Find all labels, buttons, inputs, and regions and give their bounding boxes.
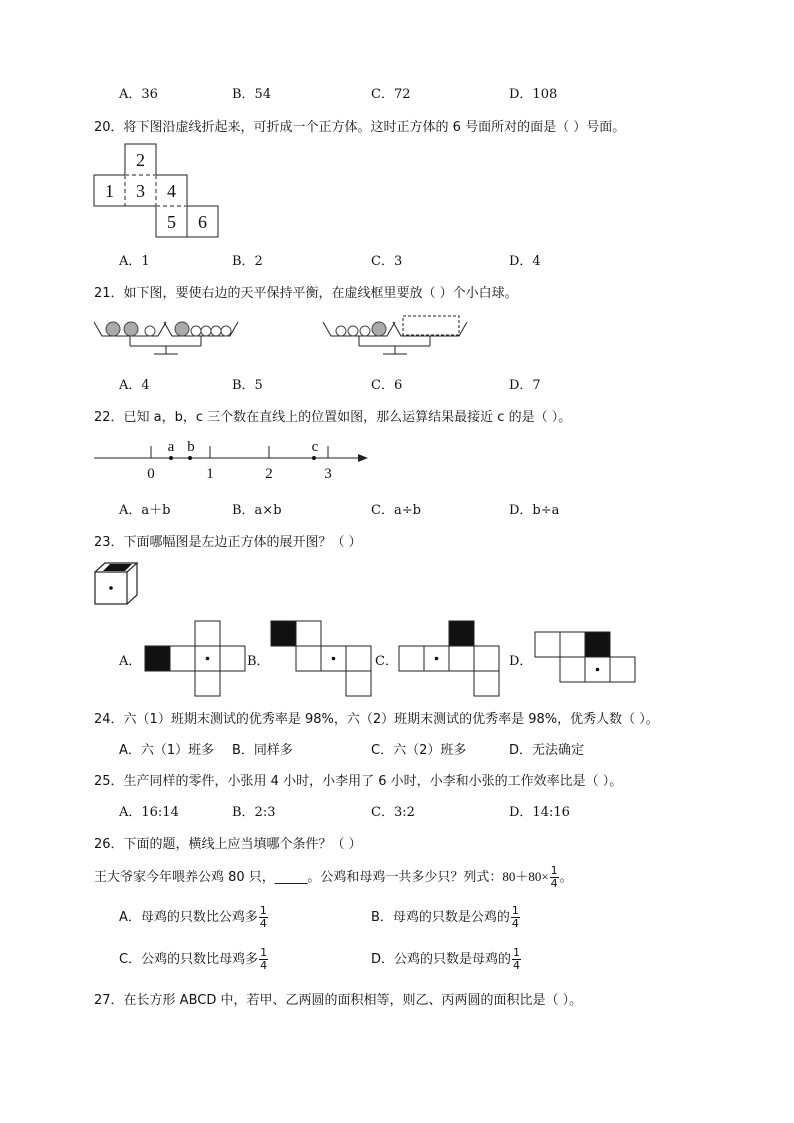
- q26-option-b: B．母鸡的只数是公鸡的 $\frac{1}{4}$: [371, 904, 519, 930]
- q25-text: 25．生产同样的零件，小张用 4 小时，小李用了 6 小时，小李和小张的工作效率比是（ ）。: [94, 774, 623, 789]
- q26-option-a: A．母鸡的只数比公鸡多 $\frac{1}{4}$: [119, 904, 267, 930]
- q24-text: 24．六（1）班期末测试的优秀率是 98%，六（2）班期末测试的优秀率是 98%，优秀人数（ ）。: [94, 712, 659, 727]
- q20-option-a: A．1: [119, 254, 150, 269]
- q23-net-a: [144, 620, 249, 696]
- q19-option-a: A．36: [119, 87, 158, 102]
- q26-end: 。: [559, 870, 573, 885]
- q26-problem-a: 王大爷家今年喂养公鸡 80 只，: [94, 870, 275, 885]
- q20-option-d: D．4: [509, 254, 541, 269]
- q22-text: 22．已知 a，b，c 三个数在直线上的位置如图，那么运算结果最接近 c 的是（ ）。: [94, 410, 572, 425]
- q25-option-b: B．2:3: [232, 805, 276, 820]
- q23-text: 23．下面哪幅图是左边正方体的展开图？（ ）: [94, 535, 362, 550]
- q23-net-c: [398, 620, 503, 696]
- q23-cube: [94, 562, 139, 607]
- q19-option-d: D．108: [509, 87, 558, 102]
- q23-net-d: [534, 631, 639, 683]
- q20-option-b: B．2: [232, 254, 263, 269]
- point-c-label: c: [311, 439, 319, 455]
- q25-option-a: A．16:14: [119, 805, 179, 820]
- balance-left: [94, 316, 244, 361]
- face-label: 3: [136, 181, 145, 201]
- tick-label: 3: [324, 466, 332, 482]
- q26-option-d: D．公鸡的只数是母鸡的 $\frac{1}{4}$: [371, 946, 521, 972]
- q20-text: 20．将下图沿虚线折起来，可折成一个正方体。这时正方体的 6 号面所对的面是（ ）号面。: [94, 120, 626, 135]
- q20-option-c: C．3: [371, 254, 403, 269]
- q22-option-a: A．a＋b: [119, 503, 171, 518]
- q23-net-b: [270, 620, 375, 696]
- q21-option-c: C．6: [371, 378, 403, 393]
- q26-problem: [94, 864, 573, 891]
- balance-right: [323, 316, 473, 361]
- face-label: 4: [167, 181, 176, 201]
- q19-option-c: C．72: [371, 87, 411, 102]
- face-label: 5: [167, 212, 176, 232]
- q23-label-c: C．: [375, 654, 398, 669]
- number-line: [94, 436, 374, 486]
- q26-text: 26．下面的题，横线上应当填哪个条件？（ ）: [94, 837, 362, 852]
- q20-cube-net: [94, 143, 224, 238]
- q25-option-c: C．3:2: [371, 805, 415, 820]
- q22-option-d: D．b÷a: [509, 503, 560, 518]
- q19-option-b: B．54: [232, 87, 272, 102]
- face-label: 2: [136, 150, 145, 170]
- q24-option-a: A．六（1）班多: [119, 743, 215, 758]
- q26-blank: _____: [274, 870, 308, 885]
- q26-formula: 80＋80×: [502, 869, 549, 884]
- tick-label: 1: [206, 466, 214, 482]
- face-label: 1: [105, 181, 114, 201]
- face-label: 6: [198, 212, 207, 232]
- q23-label-a: A．: [119, 654, 142, 669]
- q24-option-b: B．同样多: [232, 743, 293, 758]
- q25-option-d: D．14:16: [509, 805, 570, 820]
- point-a-label: a: [167, 439, 175, 455]
- point-b-label: b: [187, 439, 195, 455]
- q24-option-d: D．无法确定: [509, 743, 585, 758]
- q26-fraction: $\frac{1}{4}$: [550, 864, 558, 890]
- q23-label-d: D．: [509, 654, 533, 669]
- q22-option-b: B．a×b: [232, 503, 282, 518]
- q26-problem-b: 。公鸡和母鸡一共多少只？列式：: [307, 870, 503, 885]
- q21-option-a: A．4: [119, 378, 150, 393]
- q27-text: 27．在长方形 ABCD 中，若甲、乙两圆的面积相等，则乙、丙两圆的面积比是（ ）。: [94, 993, 583, 1008]
- q21-option-b: B．5: [232, 378, 263, 393]
- tick-label: 0: [147, 466, 155, 482]
- q21-text: 21．如下图，要使右边的天平保持平衡，在虚线框里要放（ ）个小白球。: [94, 286, 518, 301]
- q26-option-c: C．公鸡的只数比母鸡多 $\frac{1}{4}$: [119, 946, 268, 972]
- q23-label-b: B．: [247, 654, 270, 669]
- tick-label: 2: [265, 466, 273, 482]
- q21-option-d: D．7: [509, 378, 541, 393]
- q22-option-c: C．a÷b: [371, 503, 421, 518]
- q24-option-c: C．六（2）班多: [371, 743, 467, 758]
